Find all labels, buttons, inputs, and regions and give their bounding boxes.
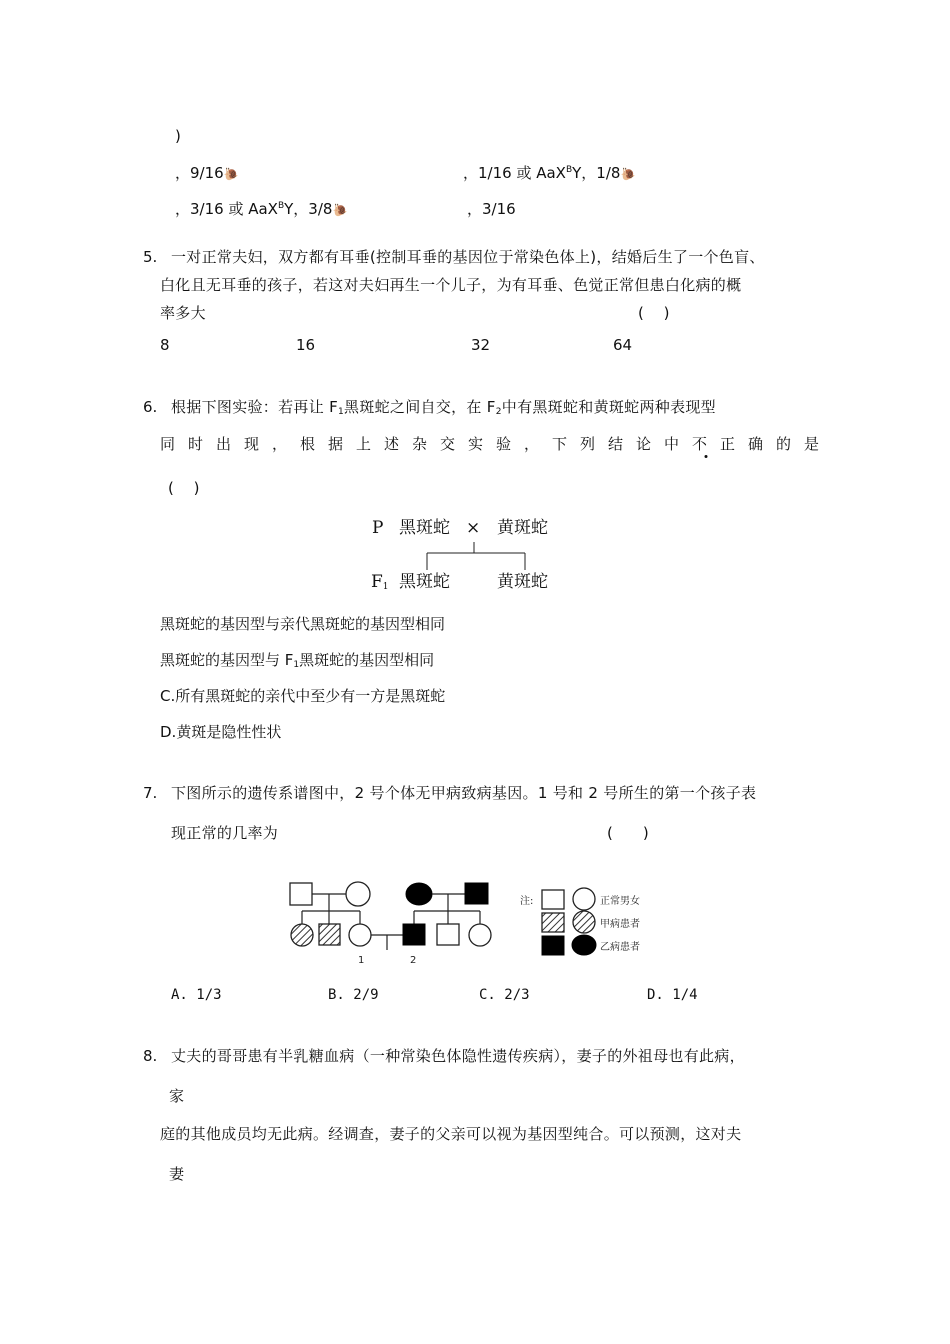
p-generation-label: P (372, 518, 384, 538)
q5-line-3: 率多大 (160, 304, 206, 322)
q7-option-d: D. 1/4 (647, 987, 698, 1003)
garbled-glyph-icon: 🐌 (332, 203, 348, 217)
affected-b-female-symbol (406, 883, 432, 905)
q4-close-paren: ) (175, 127, 181, 145)
q8-line-2-continued: 妻 (169, 1165, 185, 1183)
legend-disease-a: 甲病患者 (600, 919, 640, 930)
legend-normal: 正常男女 (600, 896, 640, 907)
affected-b-male-symbol (465, 883, 488, 904)
q6-answer-paren: ( ) (168, 479, 200, 497)
q7-line-1: 下图所示的遗传系谱图中，2 号个体无甲病致病基因。1 号和 2 号所生的第一个孩子表 (171, 784, 757, 802)
pedigree-chart (282, 872, 682, 964)
normal-male-symbol (290, 883, 312, 905)
pedigree-legend (520, 888, 640, 955)
child-yellow-snake: 黄斑蛇 (497, 572, 548, 592)
label-individual-1: 1 (358, 955, 365, 964)
garbled-glyph-icon: 🐌 (223, 167, 239, 181)
q4-option-a: ，9/16🐌 (175, 164, 239, 182)
q7-number: 7. (143, 784, 158, 802)
q4-option-c: ，3/16 或 AaX$^B$Y，3/8🐌 (175, 200, 348, 218)
child-black-snake: 黑斑蛇 (399, 572, 450, 592)
emphasis-dot: 不 (692, 435, 721, 453)
f1-generation-label: $F_1$ (371, 572, 389, 592)
q5-option-d: 64 (613, 336, 633, 354)
legend-disease-b: 乙病患者 (600, 942, 640, 953)
q7-option-c: C. 2/3 (479, 987, 530, 1003)
parent-black-snake: 黑斑蛇 (399, 518, 450, 538)
legend-note: 注: (520, 896, 534, 907)
cross-symbol: × (466, 518, 481, 538)
q5-option-b: 16 (296, 336, 316, 354)
q5-line-1: 一对正常夫妇，双方都有耳垂(控制耳垂的基因位于常染色体上)，结婚后生了一个色盲、 (171, 248, 765, 266)
q5-line-2: 白化且无耳垂的孩子，若这对夫妇再生一个儿子，为有耳垂、色觉正常但患白化病的概 (160, 276, 742, 294)
normal-female-symbol (469, 924, 491, 946)
q7-option-a: A. 1/3 (171, 987, 222, 1003)
individual-1-symbol (349, 924, 371, 946)
q7-answer-paren: ( ) (607, 824, 649, 842)
q6-number: 6. (143, 398, 158, 416)
q6-line-1: 根据下图实验：若再让 $F_1$黑斑蛇之间自交，在 $F_2$中有黑斑蛇和黄斑蛇两种表现型 (171, 398, 716, 417)
q6-option-a: 黑斑蛇的基因型与亲代黑斑蛇的基因型相同 (160, 615, 446, 633)
q5-number: 5. (143, 248, 158, 266)
q6-option-c: C.所有黑斑蛇的亲代中至少有一方是黑斑蛇 (160, 687, 446, 705)
q4-option-d: ，3/16 (467, 200, 516, 218)
q8-line-1-continued: 家 (169, 1087, 185, 1105)
normal-female-symbol (346, 882, 370, 906)
normal-male-symbol (437, 924, 459, 945)
cross-diagram (365, 514, 565, 594)
q6-option-b: 黑斑蛇的基因型与 $F_1$黑斑蛇的基因型相同 (160, 651, 435, 670)
affected-a-female-symbol (291, 924, 313, 946)
q6-line-2: 同时出现，根据上述杂交实验，下列结论中不正确的是 (160, 435, 833, 453)
q5-option-c: 32 (471, 336, 491, 354)
q5-option-a: 8 (160, 336, 170, 354)
q7-option-b: B. 2/9 (328, 987, 379, 1003)
q8-line-2: 庭的其他成员均无此病。经调查，妻子的父亲可以视为基因型纯合。可以预测，这对夫 (160, 1125, 742, 1143)
individual-2-symbol (403, 924, 425, 945)
q6-option-d: D.黄斑是隐性性状 (160, 723, 282, 741)
label-individual-2: 2 (410, 955, 417, 964)
q5-answer-paren: ( ) (638, 304, 670, 322)
q7-line-2: 现正常的几率为 (171, 824, 279, 842)
q8-number: 8. (143, 1047, 158, 1065)
q8-line-1: 丈夫的哥哥患有半乳糖血病（一种常染色体隐性遗传疾病），妻子的外祖母也有此病， (171, 1047, 745, 1065)
affected-a-male-symbol (319, 924, 340, 945)
garbled-glyph-icon: 🐌 (620, 167, 636, 181)
parent-yellow-snake: 黄斑蛇 (497, 518, 548, 538)
q4-option-b: ，1/16 或 AaX$^B$Y，1/8🐌 (463, 164, 636, 182)
